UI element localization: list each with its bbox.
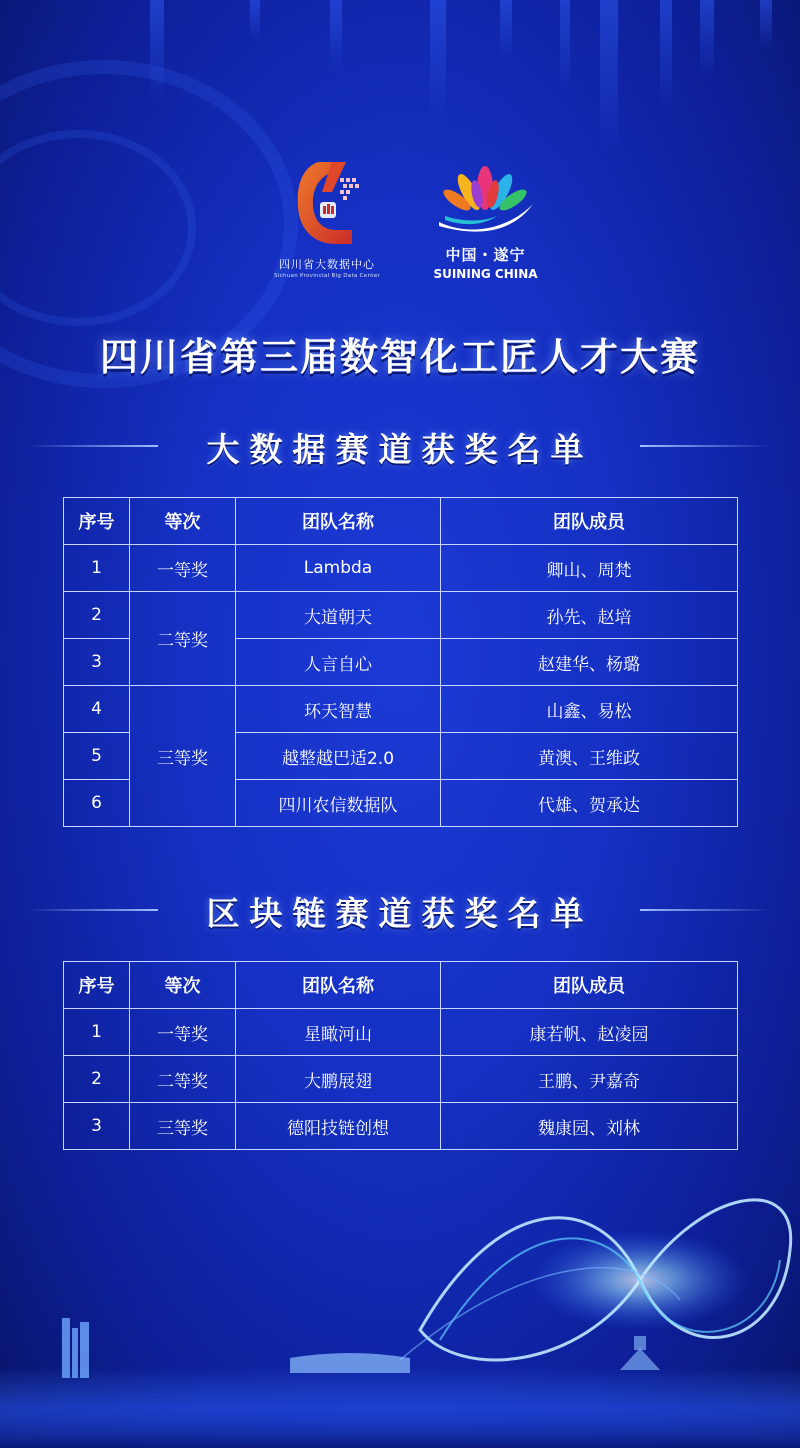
page-title: 四川省第三届数智化工匠人才大赛 [99, 335, 700, 379]
cell-team: 人言自心 [236, 639, 441, 686]
sichuan-big-data-logo [262, 150, 392, 285]
cell-members: 王鹏、尹嘉奇 [441, 1056, 738, 1103]
cell-prize: 一等奖 [130, 545, 236, 592]
cell-no: 5 [64, 733, 130, 780]
table-row [64, 592, 738, 639]
header-team: 团队名称 [236, 498, 441, 545]
cell-members: 孙先、赵培 [441, 592, 738, 639]
cell-prize: 三等奖 [130, 1103, 236, 1150]
header-members: 团队成员 [441, 498, 738, 545]
cell-prize: 三等奖 [130, 686, 236, 827]
cell-members: 卿山、周梵 [441, 545, 738, 592]
cell-no: 4 [64, 686, 130, 733]
header-prize: 等次 [130, 498, 236, 545]
cell-no: 6 [64, 780, 130, 827]
cell-members: 山鑫、易松 [441, 686, 738, 733]
suining-logo-cn: 中国・遂宁 [445, 246, 526, 264]
suining-lotus-icon [433, 160, 538, 240]
cell-no: 3 [64, 1103, 130, 1150]
header-no: 序号 [64, 962, 130, 1009]
header-prize: 等次 [130, 962, 236, 1009]
table-header-row [64, 962, 738, 1009]
sichuan-logo-en: Sichuan Provincial Big Data Center [274, 273, 380, 279]
table-row [64, 1056, 738, 1103]
bigdata-award-table [63, 497, 738, 827]
cell-prize: 二等奖 [130, 592, 236, 686]
cell-prize: 二等奖 [130, 1056, 236, 1103]
cell-members: 赵建华、杨璐 [441, 639, 738, 686]
table-row [64, 686, 738, 733]
cell-no: 2 [64, 592, 130, 639]
city-skyline-decoration [0, 1318, 800, 1448]
cell-members: 魏康园、刘林 [441, 1103, 738, 1150]
cell-team: 越整越巴适2.0 [236, 733, 441, 780]
cell-members: 康若帆、赵凌园 [441, 1009, 738, 1056]
table-row [64, 545, 738, 592]
cell-members: 黄澳、王维政 [441, 733, 738, 780]
cell-prize: 一等奖 [130, 1009, 236, 1056]
cell-team: 四川农信数据队 [236, 780, 441, 827]
cell-team: 星瞰河山 [236, 1009, 441, 1056]
suining-logo-en: SUINING CHINA [433, 267, 538, 281]
suining-china-logo [428, 150, 543, 285]
header-team: 团队名称 [236, 962, 441, 1009]
header-members: 团队成员 [441, 962, 738, 1009]
sichuan-logo-icon [292, 158, 362, 248]
cell-no: 1 [64, 1009, 130, 1056]
blockchain-award-table [63, 961, 738, 1150]
table-row [64, 1009, 738, 1056]
cell-team: Lambda [236, 545, 441, 592]
cell-team: 德阳技链创想 [236, 1103, 441, 1150]
cell-no: 3 [64, 639, 130, 686]
cell-no: 2 [64, 1056, 130, 1103]
bigdata-section-title: 大数据赛道获奖名单 [206, 430, 594, 469]
blockchain-section-title: 区块链赛道获奖名单 [206, 894, 594, 933]
cell-members: 代雄、贺承达 [441, 780, 738, 827]
cell-team: 大鹏展翅 [236, 1056, 441, 1103]
cell-team: 环天智慧 [236, 686, 441, 733]
cell-no: 1 [64, 545, 130, 592]
logo-area [0, 150, 800, 290]
sichuan-logo-cn: 四川省大数据中心 [279, 258, 375, 271]
cell-team: 大道朝天 [236, 592, 441, 639]
header-no: 序号 [64, 498, 130, 545]
table-header-row [64, 498, 738, 545]
